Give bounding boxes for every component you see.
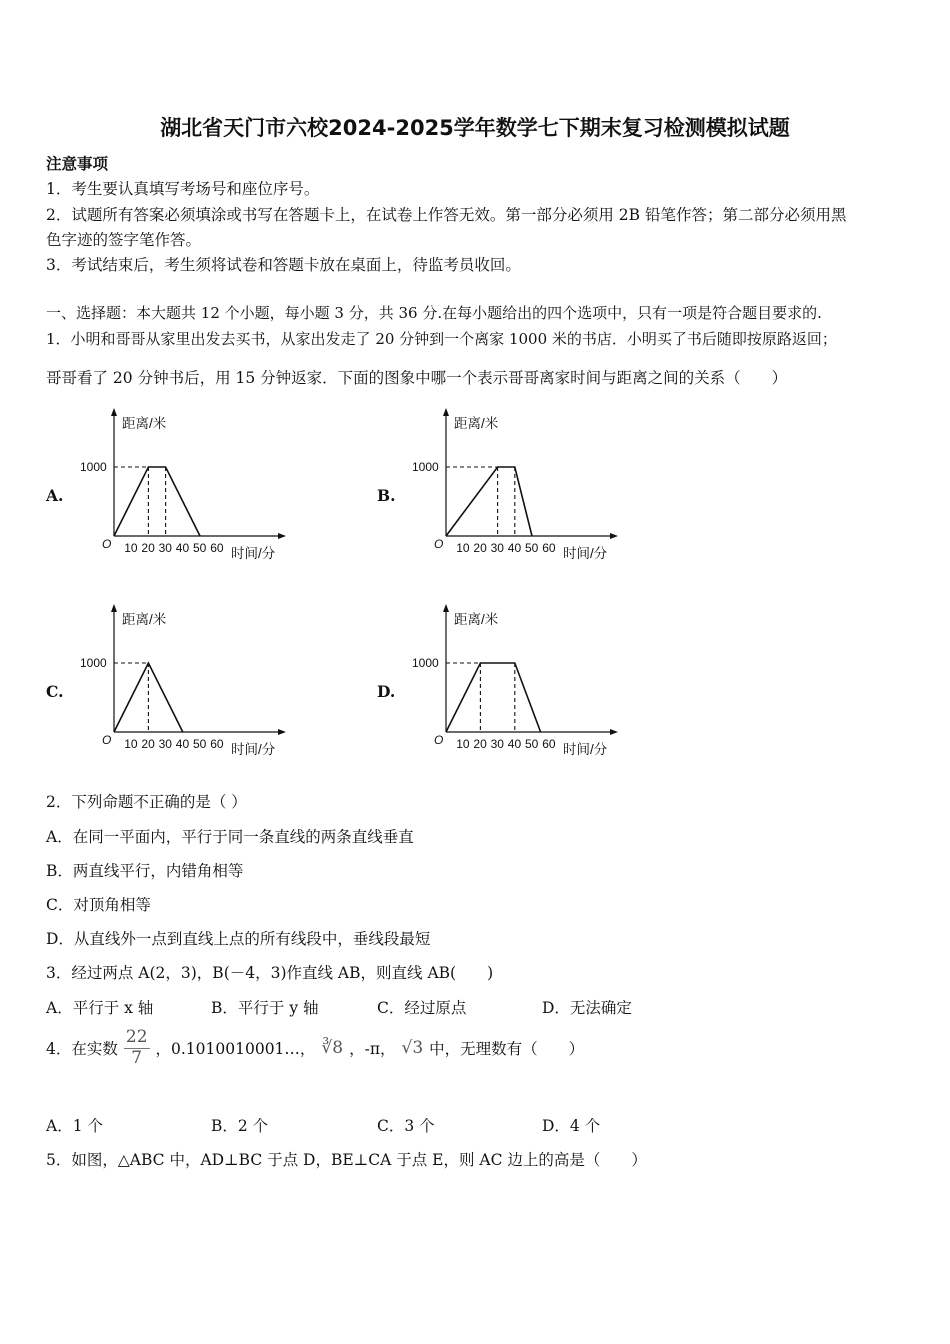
q4-part2: ，0.1010010001…， [155, 1040, 316, 1059]
q2-option-c[interactable]: C．对顶角相等 [46, 896, 151, 914]
x-axis-label: 时间/分 [563, 546, 608, 561]
x-tick-label: 20 [141, 737, 155, 751]
graph-svg [68, 598, 298, 760]
q3-stem: 3．经过两点 A(2，3)，B(－4，3)作直线 AB，则直线 AB( ) [46, 964, 494, 982]
q4-option-b[interactable]: B．2 个 [211, 1117, 269, 1135]
q4-stem [46, 1028, 584, 1068]
x-tick-label: 40 [175, 737, 190, 751]
q4-prefix: 4．在实数 [46, 1040, 118, 1059]
q1-stem-cont: 哥哥看了 20 分钟书后，用 15 分钟返家．下面的图象中哪一个表示哥哥离家时间与距离之间的关系（ ） [46, 369, 788, 387]
x-tick-label: 10 [456, 541, 470, 555]
y-axis-arrow [111, 604, 117, 612]
distance-time-line [446, 467, 532, 536]
x-axis-label: 时间/分 [231, 546, 276, 561]
x-tick-label: 20 [141, 541, 155, 555]
graph-svg [400, 402, 630, 564]
q1-option-b-label[interactable]: B. [377, 486, 396, 505]
origin-label: O [434, 733, 444, 747]
q2-option-a[interactable]: A．在同一平面内，平行于同一条直线的两条直线垂直 [46, 828, 414, 846]
y-axis-label: 距离/米 [122, 612, 167, 627]
q4-suffix: 中，无理数有（ ） [429, 1040, 585, 1059]
y-axis-arrow [443, 604, 449, 612]
x-axis-label: 时间/分 [231, 742, 276, 757]
x-tick-label: 40 [175, 541, 190, 555]
x-axis-label: 时间/分 [563, 742, 608, 757]
q3-option-d[interactable]: D．无法确定 [542, 999, 632, 1017]
x-tick-label: 20 [473, 737, 487, 751]
x-tick-label: 60 [542, 737, 556, 751]
q3-option-c[interactable]: C．经过原点 [377, 999, 467, 1017]
q1-option-d-label[interactable]: D. [377, 682, 396, 701]
y-axis-label: 距离/米 [454, 416, 499, 431]
q2-option-b[interactable]: B．两直线平行，内错角相等 [46, 862, 244, 880]
notice-heading: 注意事项 [46, 154, 109, 173]
y-tick-label: 1000 [80, 460, 107, 474]
distance-time-line [446, 663, 541, 732]
x-tick-label: 10 [124, 541, 138, 555]
fraction-numerator: 22 [125, 1027, 148, 1047]
graph-svg [400, 598, 630, 760]
x-tick-label: 60 [210, 737, 224, 751]
graph-svg [68, 402, 298, 564]
graph-d [400, 598, 630, 764]
y-axis-label: 距离/米 [122, 416, 167, 431]
x-tick-label: 50 [193, 737, 207, 751]
x-tick-label: 40 [507, 737, 522, 751]
section-heading: 一、选择题：本大题共 12 个小题，每小题 3 分，共 36 分.在每小题给出的四个选项中，只有一项是符合题目要求的. [46, 304, 822, 322]
q2-stem: 2．下列命题不正确的是（ ） [46, 793, 247, 811]
y-tick-label: 1000 [80, 656, 107, 670]
q5-stem: 5．如图，△ABC 中，AD⊥BC 于点 D，BE⊥CA 于点 E，则 AC 边上的高是（ ） [46, 1151, 647, 1169]
q4-option-d[interactable]: D．4 个 [542, 1117, 601, 1135]
x-tick-label: 30 [490, 541, 504, 555]
graph-c [68, 598, 298, 764]
origin-label: O [434, 537, 444, 551]
origin-label: O [102, 537, 112, 551]
graph-b [400, 402, 630, 568]
x-axis-arrow [610, 533, 618, 539]
y-tick-label: 1000 [412, 460, 439, 474]
q1-option-c-label[interactable]: C. [46, 682, 64, 701]
x-tick-label: 60 [542, 541, 556, 555]
y-axis-arrow [111, 408, 117, 416]
q4-option-a[interactable]: A．1 个 [46, 1117, 103, 1135]
distance-time-line [114, 467, 200, 536]
x-tick-label: 50 [525, 737, 539, 751]
x-tick-label: 50 [193, 541, 207, 555]
x-tick-label: 20 [473, 541, 487, 555]
notice-item: 1．考生要认真填写考场号和座位序号。 [46, 180, 320, 198]
q3-option-a[interactable]: A．平行于 x 轴 [46, 999, 154, 1017]
q3-option-b[interactable]: B．平行于 y 轴 [211, 999, 319, 1017]
notice-item: 2．试题所有答案必须填涂或书写在答题卡上，在试卷上作答无效。第一部分必须用 2B 铅笔作答；第二部分必须用黑 [46, 206, 847, 224]
fraction-denominator: 7 [131, 1047, 143, 1068]
page-title: 湖北省天门市六校2024-2025学年数学七下期末复习检测模拟试题 [160, 116, 790, 140]
notice-item: 色字迹的签字笔作答。 [46, 231, 202, 249]
x-tick-label: 10 [456, 737, 470, 751]
q1-stem: 1．小明和哥哥从家里出发去买书，从家出发走了 20 分钟到一个离家 1000 米的书店．小明买了书后随即按原路返回； [46, 330, 837, 348]
x-tick-label: 10 [124, 737, 138, 751]
q4-option-c[interactable]: C．3 个 [377, 1117, 435, 1135]
x-tick-label: 50 [525, 541, 539, 555]
graph-a [68, 402, 298, 568]
x-tick-label: 60 [210, 541, 224, 555]
x-axis-arrow [278, 729, 286, 735]
origin-label: O [102, 733, 112, 747]
y-axis-label: 距离/米 [454, 612, 499, 627]
notice-item: 3．考试结束后，考生须将试卷和答题卡放在桌面上，待监考员收回。 [46, 256, 521, 274]
q4-part3: ，-π， [349, 1040, 396, 1059]
cube-root-8: ∛8 [321, 1038, 344, 1059]
square-root-3: √3 [401, 1038, 424, 1059]
x-tick-label: 30 [158, 541, 172, 555]
y-tick-label: 1000 [412, 656, 439, 670]
x-tick-label: 30 [158, 737, 172, 751]
x-tick-label: 30 [490, 737, 504, 751]
fraction-22-7 [124, 1028, 150, 1068]
q1-option-a-label[interactable]: A. [46, 486, 64, 505]
y-axis-arrow [443, 408, 449, 416]
x-tick-label: 40 [507, 541, 522, 555]
x-axis-arrow [278, 533, 286, 539]
q2-option-d[interactable]: D．从直线外一点到直线上点的所有线段中，垂线段最短 [46, 930, 431, 948]
x-axis-arrow [610, 729, 618, 735]
